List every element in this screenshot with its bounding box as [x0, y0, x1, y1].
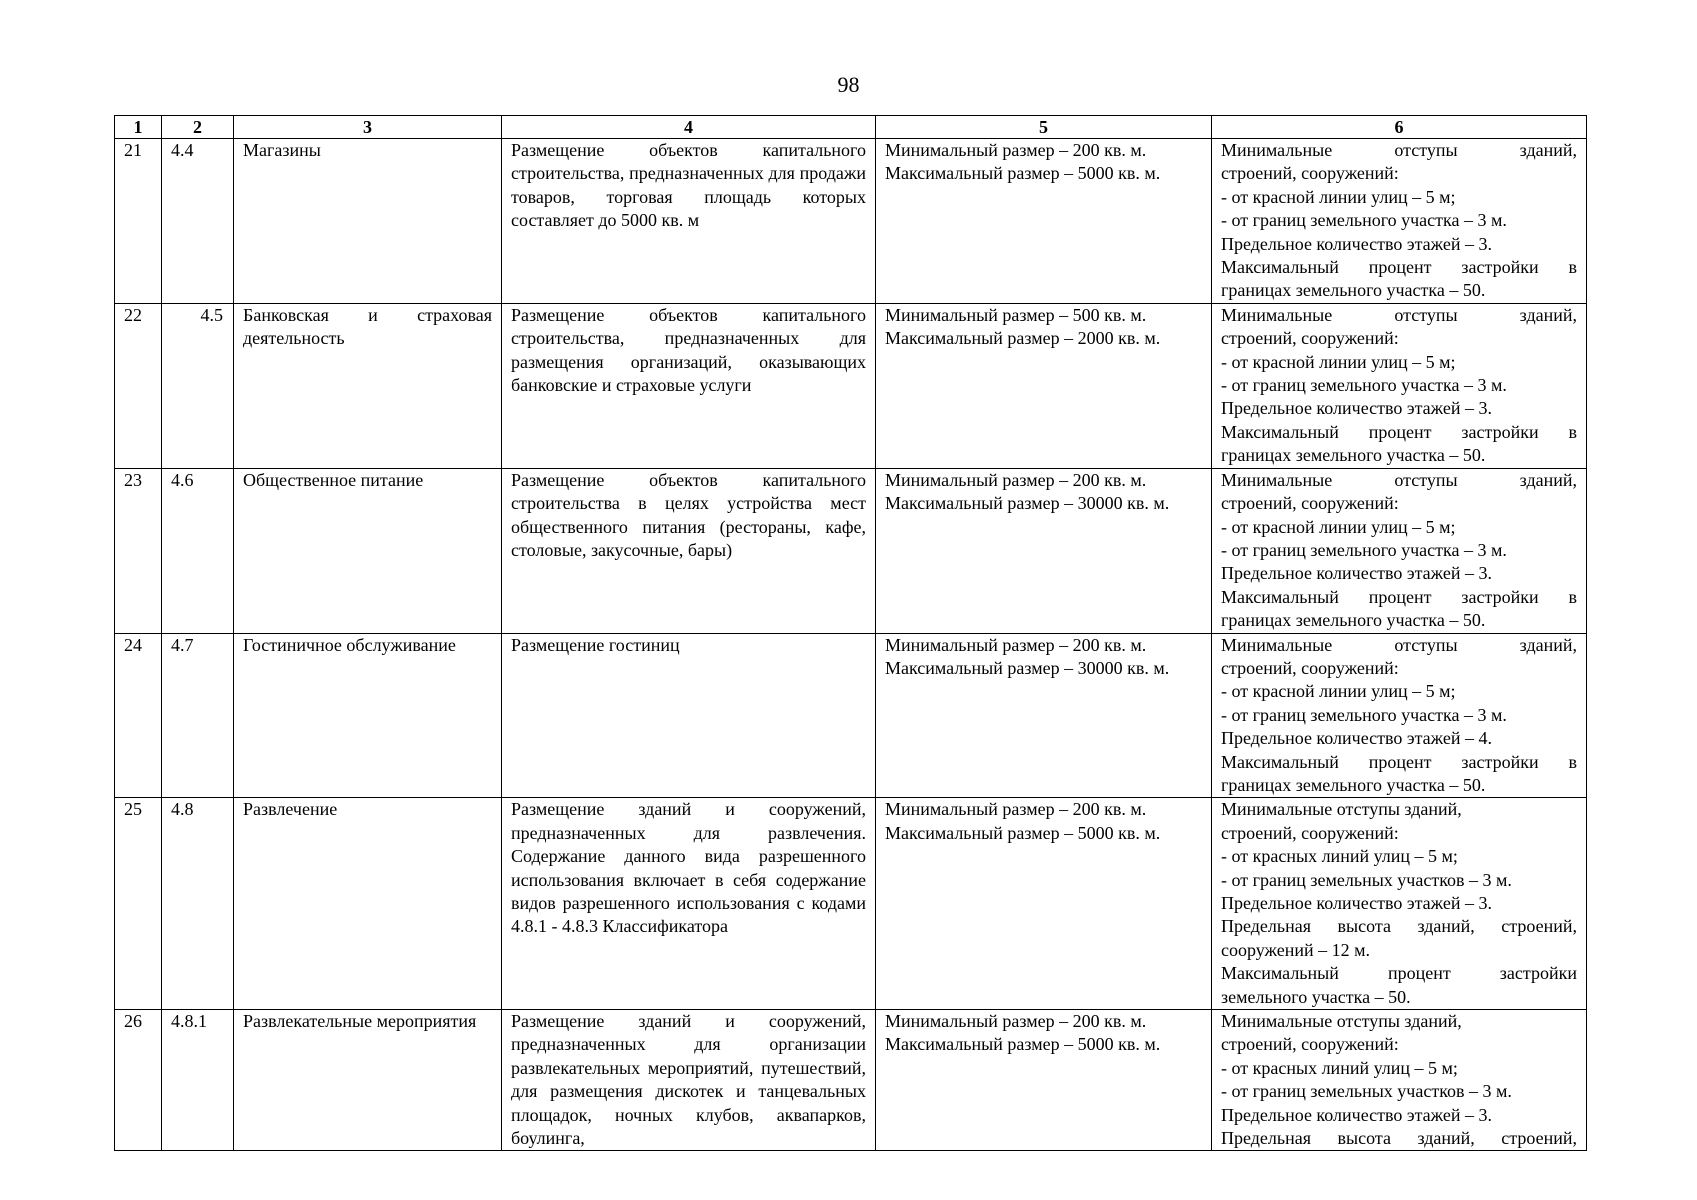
header-cell-4: 4 [502, 116, 876, 139]
row-size [876, 1010, 1212, 1151]
table-row [115, 303, 1587, 468]
row-name: Развлекательные мероприятия [234, 1010, 502, 1151]
param-line: строений, сооружений: [1221, 163, 1399, 184]
param-line: - от красной линии улиц – 5 м; [1221, 351, 1456, 372]
row-size [876, 139, 1212, 304]
header-cell-1: 1 [115, 116, 162, 139]
param-line: границах земельного участка – 50. [1221, 280, 1486, 301]
param-line: Максимальный процент застройки в [1221, 257, 1577, 278]
param-line: границах земельного участка – 50. [1221, 610, 1486, 631]
param-line: земельного участка – 50. [1221, 986, 1411, 1007]
row-size [876, 303, 1212, 468]
size-max: Максимальный размер – 30000 кв. м. [885, 657, 1170, 678]
row-params [1212, 139, 1587, 304]
param-line: Предельная высота зданий, строений, [1221, 916, 1577, 937]
param-line: строений, сооружений: [1221, 493, 1399, 514]
size-min: Минимальный размер – 500 кв. м. [885, 304, 1147, 325]
header-cell-2: 2 [162, 116, 234, 139]
row-name: Гостиничное обслуживание [234, 633, 502, 798]
row-description: Размещение зданий и сооружений, предназначенных для организации развлекательных мероприятий, путешествий, для размещения дискотек и танцевальных площадок, ночных клубов, аквапарков, боулинга, [502, 1010, 876, 1151]
page-number: 98 [837, 72, 860, 97]
param-line: Минимальные отступы зданий, [1221, 799, 1462, 820]
row-description: Размещение объектов капитального строительства, предназначенных для размещения организаций, оказывающих банковские и страховые услуги [502, 303, 876, 468]
param-line: Максимальный процент застройки в [1221, 421, 1577, 442]
param-line: - от границ земельного участка – 3 м. [1221, 704, 1507, 725]
param-line: - от границ земельных участков – 3 м. [1221, 1081, 1512, 1102]
size-min: Минимальный размер – 200 кв. м. [885, 140, 1147, 160]
param-line: Максимальный процент застройки в [1221, 586, 1577, 607]
param-line: Предельное количество этажей – 3. [1221, 398, 1492, 419]
size-max: Максимальный размер – 2000 кв. м. [885, 328, 1161, 349]
param-line: - от красной линии улиц – 5 м; [1221, 681, 1456, 702]
row-code: 4.6 [162, 468, 234, 633]
param-line: Предельное количество этажей – 3. [1221, 893, 1492, 913]
param-line: строений, сооружений: [1221, 1034, 1399, 1055]
row-name: Общественное питание [234, 468, 502, 633]
row-number: 25 [115, 798, 162, 1010]
table-row [115, 633, 1587, 798]
header-cell-5: 5 [876, 116, 1212, 139]
row-number: 23 [115, 468, 162, 633]
row-number: 26 [115, 1010, 162, 1151]
param-line: Минимальные отступы зданий, [1221, 634, 1577, 655]
row-code: 4.4 [162, 139, 234, 304]
row-code: 4.8.1 [162, 1010, 234, 1151]
row-description: Размещение объектов капитального строительства в целях устройства мест общественного питания (рестораны, кафе, столовые, закусочные, бары) [502, 468, 876, 633]
row-number: 24 [115, 633, 162, 798]
param-line: Минимальные отступы зданий, [1221, 469, 1577, 490]
table-row [115, 798, 1587, 1010]
param-line: Предельная высота зданий, строений, [1221, 1128, 1577, 1149]
param-line: строений, сооружений: [1221, 822, 1399, 843]
header-cell-3: 3 [234, 116, 502, 139]
size-min: Минимальный размер – 200 кв. м. [885, 799, 1147, 820]
param-line: - от красной линии улиц – 5 м; [1221, 516, 1456, 537]
param-line: Минимальные отступы зданий, [1221, 304, 1577, 325]
row-params [1212, 1010, 1587, 1151]
param-line: границах земельного участка – 50. [1221, 445, 1486, 466]
row-code: 4.8 [162, 798, 234, 1010]
row-name: Развлечение [234, 798, 502, 1010]
zoning-table [114, 115, 1587, 1151]
row-description: Размещение гостиниц [502, 633, 876, 798]
param-line: Минимальные отступы зданий, [1221, 1011, 1462, 1032]
param-line: - от границ земельного участка – 3 м. [1221, 375, 1507, 396]
param-line: строений, сооружений: [1221, 657, 1399, 678]
size-min: Минимальный размер – 200 кв. м. [885, 634, 1147, 655]
param-line: Максимальный процент застройки [1221, 963, 1577, 984]
param-line: - от красной линии улиц – 5 м; [1221, 186, 1456, 207]
param-line: - от красных линий улиц – 5 м; [1221, 846, 1458, 867]
param-line: Максимальный процент застройки в [1221, 751, 1577, 772]
size-min: Минимальный размер – 200 кв. м. [885, 1011, 1147, 1032]
size-max: Максимальный размер – 5000 кв. м. [885, 822, 1161, 843]
row-params [1212, 798, 1587, 1010]
row-description: Размещение объектов капитального строительства, предназначенных для продажи товаров, торговая площадь которых составляет до 5000 кв. м [502, 139, 876, 304]
param-line: - от красных линий улиц – 5 м; [1221, 1057, 1458, 1078]
size-max: Максимальный размер – 5000 кв. м. [885, 1034, 1161, 1055]
size-min: Минимальный размер – 200 кв. м. [885, 469, 1147, 490]
param-line: - от границ земельных участков – 3 м. [1221, 869, 1512, 890]
row-code: 4.7 [162, 633, 234, 798]
param-line: Предельное количество этажей – 3. [1221, 233, 1492, 254]
param-line: границах земельного участка – 50. [1221, 774, 1486, 795]
size-max: Максимальный размер – 30000 кв. м. [885, 493, 1170, 514]
row-params [1212, 468, 1587, 633]
row-description: Размещение зданий и сооружений, предназначенных для развлечения. Содержание данного вида разрешенного использования включает в себя содержание видов разрешенного использования с кодами 4.8.1 - 4.8.3 Классификатора [502, 798, 876, 1010]
table-row [115, 139, 1587, 304]
row-params [1212, 303, 1587, 468]
row-params [1212, 633, 1587, 798]
param-line: Предельное количество этажей – 4. [1221, 728, 1492, 749]
param-line: - от границ земельного участка – 3 м. [1221, 210, 1507, 231]
row-size [876, 468, 1212, 633]
param-line: Предельное количество этажей – 3. [1221, 563, 1492, 584]
row-size [876, 633, 1212, 798]
table-row [115, 468, 1587, 633]
row-size [876, 798, 1212, 1010]
header-cell-6: 6 [1212, 116, 1587, 139]
row-name: Банковская и страховая деятельность [234, 303, 502, 468]
row-number: 21 [115, 139, 162, 304]
table-row [115, 1010, 1587, 1151]
row-name: Магазины [234, 139, 502, 304]
param-line: строений, сооружений: [1221, 328, 1399, 349]
row-number: 22 [115, 303, 162, 468]
table-header-row [115, 116, 1587, 139]
param-line: Минимальные отступы зданий, [1221, 140, 1577, 160]
row-code: 4.5 [162, 303, 234, 468]
param-line: сооружений – 12 м. [1221, 939, 1370, 960]
param-line: Предельное количество этажей – 3. [1221, 1104, 1492, 1125]
param-line: - от границ земельного участка – 3 м. [1221, 539, 1507, 560]
size-max: Максимальный размер – 5000 кв. м. [885, 163, 1161, 184]
